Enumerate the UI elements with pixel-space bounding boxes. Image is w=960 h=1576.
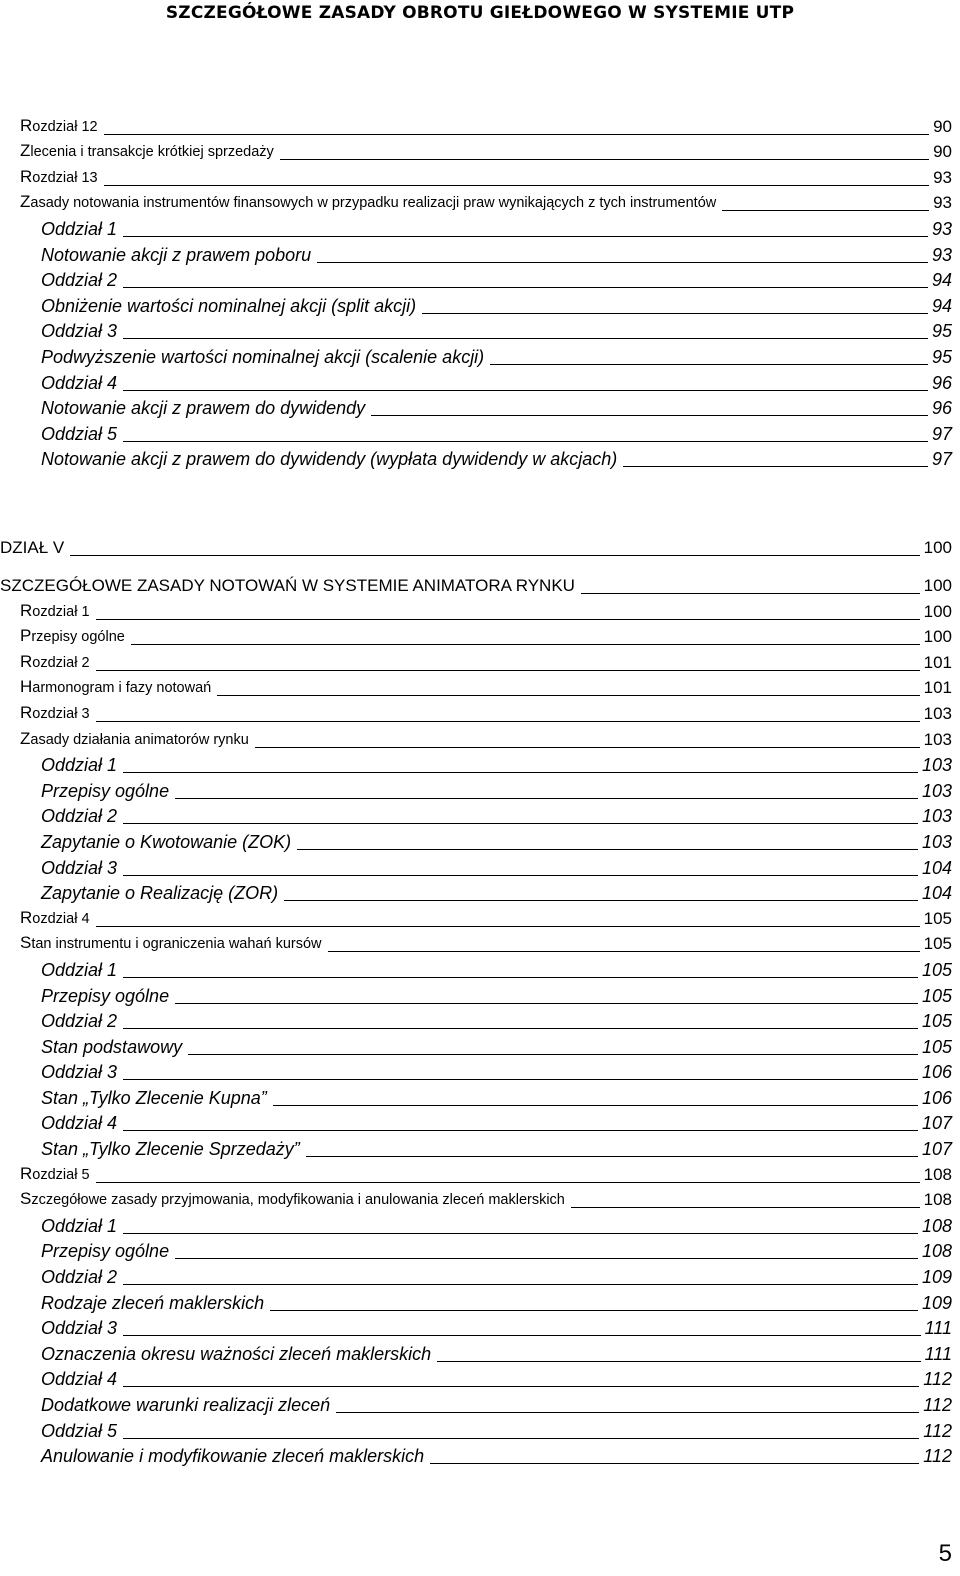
toc-entry[interactable]: [0, 291, 952, 317]
toc-leader-line: [123, 875, 918, 876]
toc-entry[interactable]: [0, 623, 952, 649]
toc-entry-label: Oddział 3: [41, 1062, 118, 1083]
toc-entry-page: 103: [923, 703, 952, 723]
toc-entry-label: Obniżenie wartości nominalnej akcji (split akcji): [41, 295, 417, 316]
toc-entry[interactable]: [0, 1083, 952, 1109]
toc-entry[interactable]: [0, 214, 952, 240]
toc-entry-label: Stan instrumentu i ograniczenia wahań kursów: [20, 933, 322, 953]
toc-leader-line: [104, 134, 930, 135]
page-header: SZCZEGÓŁOWE ZASADY OBROTU GIEŁDOWEGO W SYSTEMIE UTP: [165, 3, 795, 23]
toc-entry-page: 104: [921, 857, 952, 878]
toc-entry-label: Oddział 3: [41, 1318, 118, 1339]
toc-entry-label: Notowanie akcji z prawem do dywidendy: [41, 398, 366, 419]
toc-leader-line: [96, 619, 920, 620]
toc-leader-line: [123, 1028, 918, 1029]
toc-entry-page: 106: [921, 1087, 952, 1108]
toc-entry[interactable]: [0, 521, 952, 559]
toc-entry-page: 93: [931, 218, 952, 239]
toc-entry-page: 108: [923, 1190, 952, 1210]
toc-leader-line: [328, 951, 920, 952]
toc-entry-page: 109: [921, 1267, 952, 1288]
toc-entry[interactable]: [0, 699, 952, 725]
toc-entry[interactable]: [0, 189, 952, 215]
toc-leader-line: [306, 1156, 918, 1157]
toc-entry-page: 96: [931, 398, 952, 419]
toc-entry-label: Harmonogram i fazy notowań: [20, 677, 212, 697]
toc-entry[interactable]: [0, 1032, 952, 1058]
toc-entry-page: 95: [931, 321, 952, 342]
toc-entry-label: Oddział 3: [41, 321, 118, 342]
toc-leader-line: [722, 210, 929, 211]
toc-entry-page: 112: [923, 1446, 952, 1467]
toc-entry[interactable]: [0, 1109, 952, 1135]
toc-section-rozdzialy-12-13: [0, 112, 952, 470]
toc-entry-label: Stan „Tylko Zlecenie Kupna”: [41, 1087, 267, 1108]
toc-entry[interactable]: [0, 445, 952, 471]
toc-entry[interactable]: [0, 559, 952, 597]
toc-leader-line: [123, 1130, 918, 1131]
toc-entry-label: Oddział 4: [41, 1113, 118, 1134]
toc-entry-page: 112: [923, 1369, 952, 1390]
toc-entry-page: 112: [923, 1395, 952, 1415]
toc-entry-page: 93: [931, 244, 952, 265]
toc-entry-label: Rozdział 12: [20, 115, 98, 135]
toc-leader-line: [297, 849, 918, 850]
toc-leader-line: [270, 1310, 918, 1311]
toc-leader-line: [255, 747, 920, 748]
toc-entry-label: Zapytanie o Kwotowanie (ZOK): [41, 831, 292, 852]
toc-entry-page: 100: [923, 601, 952, 621]
toc-entry-page: 100: [923, 538, 952, 557]
toc-entry-page: 105: [921, 985, 952, 1006]
toc-entry-label: Przepisy ogólne: [20, 626, 125, 646]
toc-entry-label: Rozdział 3: [20, 702, 90, 722]
toc-entry-page: 108: [921, 1241, 952, 1262]
toc-leader-line: [123, 287, 928, 288]
toc-entry-label: Zasady notowania instrumentów finansowych w przypadku realizacji praw wynikających z tych instrumentów: [20, 192, 717, 212]
toc-entry-label: Rozdział 1: [20, 600, 90, 620]
toc-entry-page: 101: [923, 652, 952, 672]
toc-leader-line: [175, 1258, 918, 1259]
toc-entry-label: Oddział 1: [41, 959, 118, 980]
toc-entry[interactable]: [0, 597, 952, 623]
toc-leader-line: [581, 593, 920, 594]
toc-entry-label: Oddział 2: [41, 806, 118, 827]
toc-entry-label: Oddział 4: [41, 1369, 118, 1390]
toc-entry-label: Podwyższenie wartości nominalnej akcji (scalenie akcji): [41, 346, 485, 367]
toc-entry-page: 105: [921, 1036, 952, 1057]
toc-entry[interactable]: [0, 240, 952, 266]
toc-entry-page: 105: [923, 934, 952, 954]
toc-entry-page: 103: [921, 806, 952, 827]
toc-entry-page: 100: [923, 627, 952, 647]
toc-entry-page: 100: [923, 576, 952, 595]
toc-entry[interactable]: [0, 317, 952, 343]
toc-entry-label: Stan podstawowy: [41, 1036, 183, 1057]
toc-entry-page: 90: [933, 142, 952, 162]
toc-entry-page: 109: [921, 1292, 952, 1313]
toc-leader-line: [317, 262, 928, 263]
toc-entry-page: 111: [924, 1343, 952, 1364]
toc-entry-page: 94: [931, 270, 952, 291]
toc-leader-line: [188, 1054, 918, 1055]
toc-entry[interactable]: [0, 648, 952, 674]
toc-leader-line: [623, 466, 928, 467]
toc-leader-line: [131, 644, 920, 645]
toc-leader-line: [123, 1284, 918, 1285]
toc-entry[interactable]: [0, 1416, 952, 1442]
toc-entry[interactable]: [0, 1262, 952, 1288]
toc-leader-line: [123, 441, 928, 442]
toc-leader-line: [123, 823, 918, 824]
toc-entry[interactable]: [0, 1160, 952, 1186]
toc-entry-page: 105: [921, 1011, 952, 1032]
toc-entry[interactable]: [0, 1288, 952, 1314]
toc-entry-label: Przepisy ogólne: [41, 780, 170, 801]
toc-entry[interactable]: [0, 1186, 952, 1212]
toc-leader-line: [96, 926, 920, 927]
toc-entry-page: 105: [921, 959, 952, 980]
toc-entry[interactable]: [0, 342, 952, 368]
toc-entry-label: Oznaczenia okresu ważności zleceń maklerskich: [41, 1343, 432, 1364]
toc-leader-line: [175, 1003, 918, 1004]
toc-entry-label: Rozdział 4: [20, 907, 90, 927]
toc-leader-line: [123, 338, 928, 339]
toc-entry-label: Notowanie akcji z prawem do dywidendy (wypłata dywidendy w akcjach): [41, 449, 618, 470]
toc-entry-label: Stan „Tylko Zlecenie Sprzedaży”: [41, 1139, 300, 1160]
toc-entry[interactable]: [0, 163, 952, 189]
toc-entry-page: 95: [931, 346, 952, 367]
toc-leader-line: [336, 1412, 919, 1413]
toc-section-dzial-v: [0, 521, 952, 597]
toc-entry-label: Rozdział 5: [20, 1163, 90, 1183]
toc-leader-line: [123, 236, 928, 237]
toc-leader-line: [490, 364, 928, 365]
toc-entry[interactable]: [0, 930, 952, 956]
toc-leader-line: [571, 1207, 920, 1208]
toc-leader-line: [273, 1105, 918, 1106]
toc-entry-page: 107: [921, 1139, 952, 1160]
page-number: 5: [938, 1540, 952, 1567]
toc-entry-page: 103: [921, 831, 952, 852]
toc-leader-line: [123, 772, 918, 773]
toc-entry[interactable]: [0, 419, 952, 445]
toc-leader-line: [175, 798, 918, 799]
toc-entry[interactable]: [0, 368, 952, 394]
toc-leader-line: [123, 390, 928, 391]
toc-entry-label: Rozdział 2: [20, 651, 90, 671]
toc-entry-label: Oddział 1: [41, 755, 118, 776]
toc-entry-label: Przepisy ogólne: [41, 985, 170, 1006]
toc-leader-line: [123, 1335, 921, 1336]
toc-leader-line: [422, 313, 928, 314]
toc-entry[interactable]: [0, 827, 952, 853]
toc-entry[interactable]: [0, 674, 952, 700]
toc-entry-label: Anulowanie i modyfikowanie zleceń maklerskich: [41, 1446, 425, 1467]
toc-leader-line: [437, 1361, 920, 1362]
toc-entry-page: 97: [931, 423, 952, 444]
toc-entry-label: Dodatkowe warunki realizacji zleceń: [41, 1395, 331, 1415]
toc-entry-label: Zasady działania animatorów rynku: [20, 728, 249, 748]
toc-entry[interactable]: [0, 802, 952, 828]
toc-entry-label: Oddział 1: [41, 218, 118, 239]
toc-entry[interactable]: [0, 853, 952, 879]
toc-leader-line: [430, 1463, 919, 1464]
toc-entry-label: Notowanie akcji z prawem poboru: [41, 244, 312, 265]
toc-entry-label: Oddział 4: [41, 372, 118, 393]
toc-leader-line: [104, 185, 930, 186]
toc-entry[interactable]: [0, 1007, 952, 1033]
toc-entry-label: Oddział 5: [41, 423, 118, 444]
toc-entry-label: DZIAŁ V: [0, 538, 65, 557]
toc-entry[interactable]: [0, 879, 952, 905]
toc-entry[interactable]: [0, 955, 952, 981]
toc-entry[interactable]: [0, 394, 952, 420]
toc-entry[interactable]: [0, 904, 952, 930]
toc-entry-page: 103: [921, 755, 952, 776]
toc-leader-line: [123, 1386, 919, 1387]
toc-leader-line: [284, 900, 918, 901]
toc-entry-page: 93: [933, 193, 952, 213]
toc-entry[interactable]: [0, 1134, 952, 1160]
toc-entry-label: SZCZEGÓŁOWE ZASADY NOTOWAŃ W SYSTEMIE ANIMATORA RYNKU: [0, 576, 575, 595]
toc-entry-label: Oddział 2: [41, 270, 118, 291]
toc-entry-page: 104: [921, 883, 952, 904]
toc-leader-line: [96, 670, 920, 671]
toc-entry[interactable]: [0, 1390, 952, 1416]
toc-entry[interactable]: [0, 1365, 952, 1391]
toc-entry-label: Oddział 2: [41, 1011, 118, 1032]
toc-leader-line: [123, 977, 918, 978]
toc-entry[interactable]: [0, 1211, 952, 1237]
toc-entry[interactable]: [0, 1314, 952, 1340]
toc-leader-line: [123, 1233, 918, 1234]
toc-entry-page: 97: [931, 449, 952, 470]
toc-entry-page: 101: [923, 678, 952, 698]
toc-entry[interactable]: [0, 776, 952, 802]
toc-section-animator-rynku: [0, 597, 952, 1467]
toc-entry-page: 96: [931, 372, 952, 393]
toc-entry-page: 111: [924, 1318, 952, 1339]
toc-entry[interactable]: [0, 112, 952, 138]
toc-leader-line: [96, 1182, 920, 1183]
toc-entry[interactable]: [0, 138, 952, 164]
toc-entry-page: 106: [921, 1062, 952, 1083]
toc-entry-label: Zlecenia i transakcje krótkiej sprzedaży: [20, 141, 274, 161]
toc-leader-line: [123, 1438, 919, 1439]
toc-leader-line: [123, 1079, 918, 1080]
toc-leader-line: [70, 555, 919, 556]
toc-entry[interactable]: [0, 1442, 952, 1468]
toc-entry-label: Szczegółowe zasady przyjmowania, modyfikowania i anulowania zleceń maklerskich: [20, 1189, 565, 1209]
toc-leader-line: [280, 159, 929, 160]
toc-entry-page: 108: [921, 1215, 952, 1236]
toc-entry[interactable]: [0, 751, 952, 777]
toc-entry-page: 105: [923, 908, 952, 928]
toc-entry-page: 94: [931, 295, 952, 316]
toc-entry-page: 107: [921, 1113, 952, 1134]
toc-entry[interactable]: [0, 981, 952, 1007]
toc-entry-label: Oddział 3: [41, 857, 118, 878]
toc-entry-page: 90: [933, 116, 952, 136]
toc-entry-label: Oddział 2: [41, 1267, 118, 1288]
toc-entry-label: Zapytanie o Realizację (ZOR): [41, 883, 279, 904]
toc-entry-page: 108: [923, 1164, 952, 1184]
toc-leader-line: [217, 695, 919, 696]
toc-entry[interactable]: [0, 725, 952, 751]
toc-entry-label: Rodzaje zleceń maklerskich: [41, 1292, 265, 1313]
toc-entry[interactable]: [0, 266, 952, 292]
toc-entry-page: 103: [921, 780, 952, 801]
toc-leader-line: [371, 415, 928, 416]
toc-entry-page: 112: [923, 1420, 952, 1441]
toc-entry-label: Oddział 5: [41, 1420, 118, 1441]
toc-entry-label: Przepisy ogólne: [41, 1241, 170, 1262]
toc-entry[interactable]: [0, 1058, 952, 1084]
toc-entry[interactable]: [0, 1237, 952, 1263]
toc-entry-page: 103: [923, 729, 952, 749]
toc-entry-page: 93: [933, 167, 952, 187]
toc-entry[interactable]: [0, 1339, 952, 1365]
toc-entry-label: Oddział 1: [41, 1215, 118, 1236]
toc-entry-label: Rozdział 13: [20, 166, 98, 186]
toc-leader-line: [96, 721, 920, 722]
